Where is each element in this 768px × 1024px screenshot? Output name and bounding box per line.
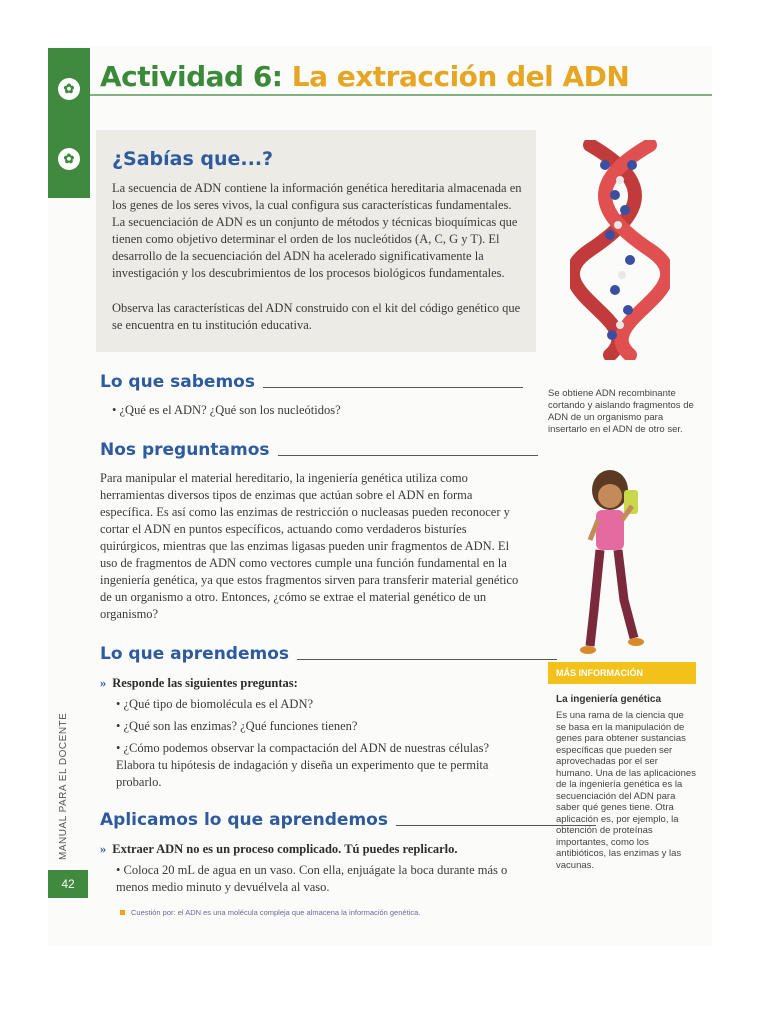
sabias-heading: ¿Sabías que...? [112, 148, 274, 170]
nos-preguntamos-title: Nos preguntamos [100, 440, 270, 460]
sabias-paragraph-2: Observa las características del ADN construido con el kit del código genético que se encuentra en tu institución educativa. [112, 301, 521, 332]
lo-que-aprendemos-heading [100, 644, 557, 664]
scientist-girl-illustration [570, 470, 660, 660]
dna-model-icon [570, 140, 670, 360]
info-text: Es una rama de la ciencia que se basa en la manipulación de genes para obtener sustancias específicas que pueden ser aprovechadas por el ser humano. Una de las aplicaciones de la ingeniería genética es la secuenciación del ADN para saber qué genes tiene. Otra aplicación es, por ejemplo, la obtención de proteínas importantes, como los antibióticos, las enzimas y las vacunas. [556, 710, 696, 871]
leaf-badge-icon: ✿ [58, 78, 80, 100]
lo-que-sabemos-bullet: • ¿Qué es el ADN? ¿Qué son los nucleótidos? [112, 403, 341, 417]
info-title: La ingeniería genética [556, 694, 662, 705]
leaf-badge-icon-2: ✿ [58, 148, 80, 170]
footnote [120, 908, 420, 917]
question-2: • ¿Qué son las enzimas? ¿Qué funciones tienen? [116, 719, 358, 733]
heading-rule [297, 659, 557, 660]
nos-preguntamos-text: Para manipular el material hereditario, la ingeniería genética utiliza como herramientas diversos tipos de enzimas que actúan sobre el ADN en forma específica. Es así como las enzimas de restricción o nucleasas pueden reconocer y cortar el ADN en puntos específicos, actuando como verdaderos bisturíes quirúrgicos, mientras que las enzimas ligasas pueden unir fragmentos de ADN. El uso de fragmentos de ADN como vectores cumple una función fundamental en la ingeniería genética, ya que estos fragmentos sirven para transferir material genético de un organismo a otro. Entonces, ¿cómo se extrae el material genético de un organismo? [100, 471, 519, 621]
instruction-text: Responde las siguientes preguntas: [112, 676, 298, 690]
lo-que-aprendemos-title: Lo que aprendemos [100, 644, 290, 664]
aplicamos-heading [100, 810, 596, 830]
lo-que-sabemos-heading [100, 372, 523, 392]
title-text: La extracción del ADN [282, 60, 630, 93]
heading-rule [278, 455, 538, 456]
aplicamos-instruction [100, 842, 458, 857]
heading-rule [263, 387, 523, 388]
aplicamos-title: Aplicamos lo que aprendemos [100, 810, 388, 830]
lo-que-sabemos-title: Lo que sabemos [100, 372, 255, 392]
instruction-text: Extraer ADN no es un proceso complicado. Tú puedes replicarlo. [112, 842, 458, 856]
top-rule [48, 94, 712, 96]
double-chevron-icon: » [100, 842, 107, 856]
sidebar-label: MANUAL PARA EL DOCENTE [58, 712, 69, 860]
title-activity-number: Actividad 6: [100, 60, 283, 93]
sabias-paragraph-1: La secuencia de ADN contiene la información genética hereditaria almacenada en los genes de los seres vivos, la cual configura sus características fundamentales. La secuenciación de ADN es un conjunto de métodos y técnicas bioquímicas que tienen como objetivo determinar el orden de los nucleótidos (A, C, G y T). El desarrollo de la secuenciación del ADN ha acelerado significativamente la investigación y los descubrimientos de los procesos biológicos fundamentales. [112, 181, 522, 280]
question-1: • ¿Qué tipo de biomolécula es el ADN? [116, 697, 314, 711]
question-3: • ¿Cómo podemos observar la compactación del ADN de nuestras células? Elabora tu hipótesis de indagación y diseña un experimento que te permita probarlo. [116, 741, 490, 789]
activity-tab [48, 48, 90, 198]
page-number: 42 [48, 870, 88, 898]
double-chevron-icon: » [100, 676, 107, 690]
footnote-text: Cuestión por: el ADN es una molécula compleja que almacena la información genética. [131, 908, 421, 917]
step-1: • Coloca 20 mL de agua en un vaso. Con ella, enjuágate la boca durante más o menos medio minuto y devuélvela al vaso. [116, 863, 508, 894]
mas-informacion-banner: MÁS INFORMACIÓN [548, 662, 696, 684]
page-title [100, 60, 629, 93]
bullet-square-icon [120, 910, 125, 915]
nos-preguntamos-heading [100, 440, 538, 460]
dna-caption: Se obtiene ADN recombinante cortando y aislando fragmentos de ADN de un organismo para insertarlo en el ADN de otro ser. [548, 388, 694, 435]
lo-que-aprendemos-instruction [100, 676, 298, 691]
